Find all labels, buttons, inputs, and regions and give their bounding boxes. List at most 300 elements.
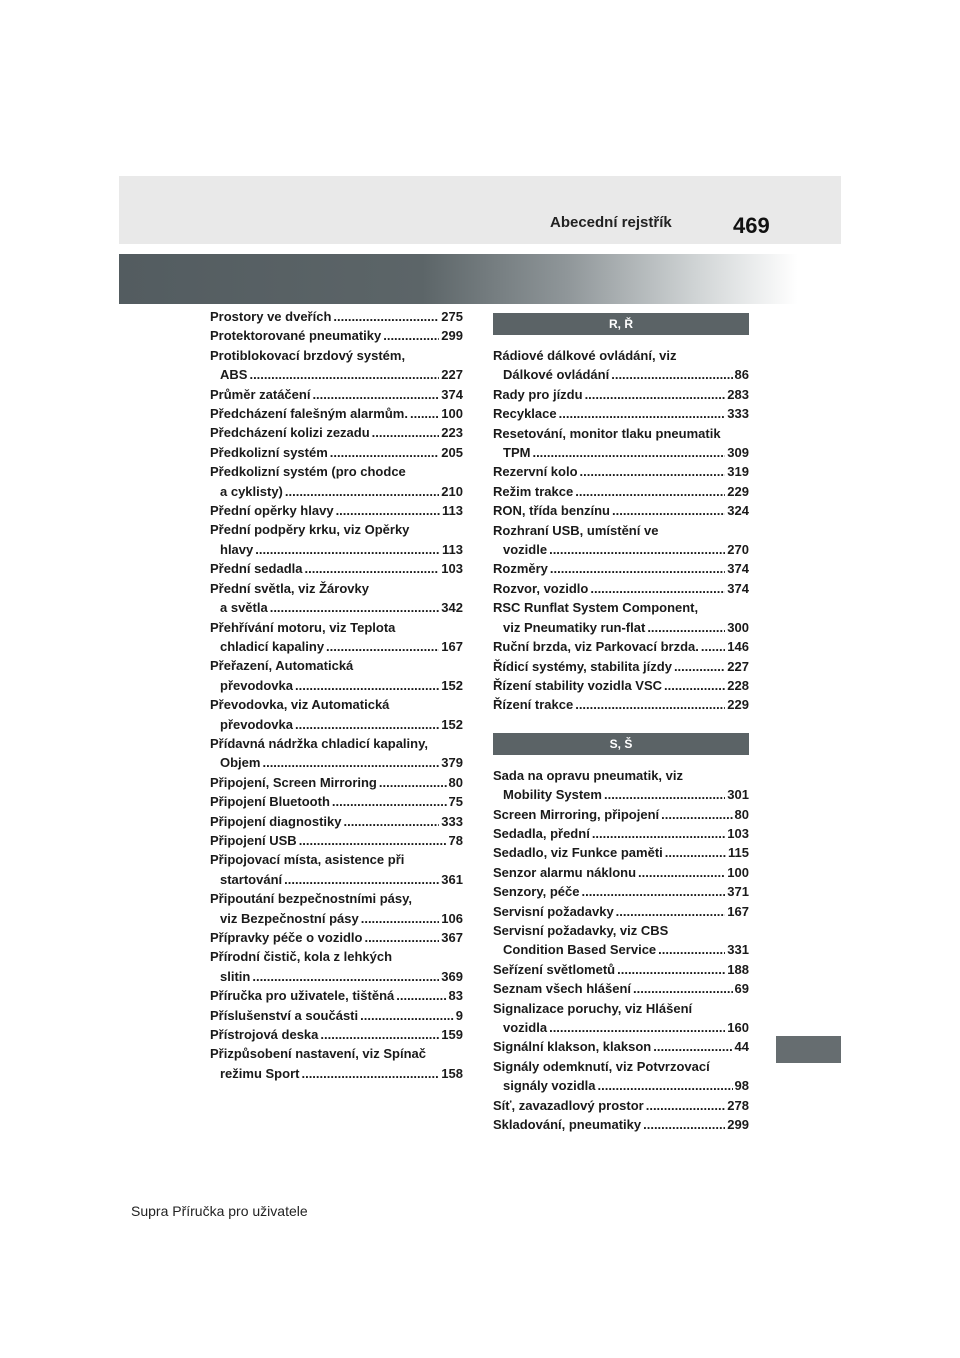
- dot-leader: [284, 870, 439, 889]
- index-entry: [210, 1044, 463, 1083]
- dot-leader: [333, 307, 439, 326]
- entry-continuation-line: [493, 940, 749, 959]
- dot-leader: [379, 773, 447, 792]
- index-entry: [493, 501, 749, 520]
- entry-line: [210, 831, 463, 850]
- entry-continuation-line: [493, 540, 749, 559]
- index-entry: [493, 657, 749, 676]
- entry-text: Rádiové dálkové ovládání, viz: [493, 348, 677, 363]
- index-entry: [210, 850, 463, 889]
- index-entry: [210, 520, 463, 559]
- entry-line: [493, 695, 749, 714]
- entry-continuation-line: [493, 1076, 749, 1095]
- dot-leader: [410, 404, 439, 423]
- entry-text: Příručka pro uživatele, tištěná: [210, 988, 395, 1004]
- entry-line: [210, 734, 463, 753]
- entry-continuation-line: [210, 753, 463, 772]
- entry-text: převodovka: [220, 677, 293, 693]
- index-column-left: [210, 307, 463, 1083]
- entry-text: Přizpůsobení nastavení, viz Spínač: [210, 1046, 427, 1062]
- entry-text: Resetování, monitor tlaku pneumatik: [493, 425, 721, 441]
- index-entry: [493, 1115, 749, 1134]
- entry-page-number: 283: [727, 386, 749, 402]
- index-entry: [493, 462, 749, 481]
- index-entry: [493, 404, 749, 423]
- entry-text: Průměr zatáčení: [210, 386, 311, 402]
- dot-leader: [616, 902, 726, 921]
- dot-leader: [336, 501, 440, 520]
- entry-page-number: 379: [441, 755, 463, 771]
- dot-leader: [658, 940, 725, 959]
- dot-leader: [361, 909, 440, 928]
- dot-leader: [611, 365, 732, 384]
- entry-line: [493, 501, 749, 520]
- entry-text: Rozvor, vozidlo: [493, 580, 589, 596]
- entry-text: vozidle: [503, 542, 548, 558]
- entry-page-number: 83: [448, 988, 463, 1004]
- entry-page-number: 78: [448, 832, 463, 848]
- entry-text: Signalizace poruchy, viz Hlášení: [493, 1000, 693, 1016]
- index-entry: [210, 656, 463, 695]
- entry-line: [493, 637, 749, 656]
- entry-page-number: 342: [441, 600, 463, 616]
- entry-line: [210, 1044, 463, 1063]
- index-entry: [493, 882, 749, 901]
- entry-line: [493, 424, 749, 443]
- dot-leader: [585, 385, 726, 404]
- entry-line: [210, 520, 463, 539]
- entry-line: [493, 676, 749, 695]
- entry-page-number: 371: [727, 884, 749, 900]
- entry-text: Mobility System: [503, 787, 602, 803]
- entry-page-number: 205: [441, 444, 463, 460]
- thumb-index-tab: [776, 1036, 841, 1063]
- index-entry: [210, 695, 463, 734]
- entry-text: Sada na opravu pneumatik, viz: [493, 767, 683, 783]
- entry-line: [493, 902, 749, 921]
- entry-page-number: 301: [727, 787, 749, 803]
- entry-line: [210, 618, 463, 637]
- dot-leader: [665, 843, 726, 862]
- entry-line: [210, 850, 463, 869]
- entry-line: [210, 1025, 463, 1044]
- index-entry: [210, 346, 463, 385]
- dot-leader: [364, 928, 439, 947]
- entry-line: [493, 559, 749, 578]
- entry-text: Rozměry: [493, 561, 548, 577]
- index-entry: [210, 559, 463, 578]
- entry-text: Přední světla, viz Žárovky: [210, 580, 369, 596]
- index-entry: [493, 676, 749, 695]
- dot-leader: [304, 559, 439, 578]
- entry-page-number: 44: [734, 1039, 749, 1055]
- entry-line: [210, 889, 463, 908]
- entry-continuation-line: [210, 909, 463, 928]
- entry-line: [493, 462, 749, 481]
- entry-page-number: 374: [727, 561, 749, 577]
- entry-line: [493, 385, 749, 404]
- dot-leader: [383, 326, 439, 345]
- entry-text: Přídavná nádržka chladicí kapaliny,: [210, 735, 428, 751]
- index-entry: [210, 734, 463, 773]
- dot-leader: [633, 979, 733, 998]
- entry-continuation-line: [493, 443, 749, 462]
- entry-page-number: 299: [441, 328, 463, 344]
- index-entry: [210, 831, 463, 850]
- index-entry: [210, 326, 463, 345]
- dot-leader: [270, 598, 440, 617]
- index-entry: [210, 307, 463, 326]
- dot-leader: [249, 365, 439, 384]
- index-entry: [493, 637, 749, 656]
- entry-text: Sedadla, přední: [493, 825, 590, 841]
- entry-text: Ruční brzda, viz Parkovací brzda.: [493, 639, 699, 655]
- entry-line: [493, 1057, 749, 1076]
- entry-page-number: 146: [727, 639, 749, 655]
- index-entry: [493, 921, 749, 960]
- entry-text: startování: [220, 871, 283, 887]
- index-entry: [493, 1057, 749, 1096]
- entry-page-number: 299: [727, 1117, 749, 1133]
- dot-leader: [255, 540, 440, 559]
- entry-continuation-line: [210, 967, 463, 986]
- index-entry: [493, 960, 749, 979]
- index-entry: [210, 812, 463, 831]
- entry-page-number: 98: [734, 1078, 749, 1094]
- entry-text: Sedadlo, viz Funkce paměti: [493, 845, 663, 861]
- entry-text: TPM: [503, 445, 531, 461]
- footer-text: Supra Příručka pro uživatele: [131, 1203, 308, 1219]
- index-entry: [493, 482, 749, 501]
- entry-line: [493, 1115, 749, 1134]
- dot-leader: [262, 753, 439, 772]
- index-entry: [493, 521, 749, 560]
- entry-text: Objem: [220, 755, 261, 771]
- entry-text: Přední podpěry krku, viz Opěrky: [210, 522, 410, 538]
- index-entry: [210, 1025, 463, 1044]
- entry-text: vozidla: [503, 1020, 548, 1035]
- dot-leader: [295, 715, 439, 734]
- entry-line: [493, 521, 749, 540]
- entry-page-number: 167: [727, 903, 749, 919]
- entry-line: [210, 656, 463, 675]
- entry-text: a světla: [220, 600, 268, 616]
- index-entry: [493, 598, 749, 637]
- dot-leader: [299, 831, 447, 850]
- entry-continuation-line: [210, 1064, 463, 1083]
- entry-text: a cyklisty): [220, 483, 283, 499]
- index-entry: [210, 462, 463, 501]
- entry-page-number: 229: [727, 483, 749, 499]
- entry-line: [210, 326, 463, 345]
- entry-text: Rozhraní USB, umístění ve: [493, 522, 659, 538]
- index-entry: [210, 986, 463, 1005]
- entry-line: [493, 979, 749, 998]
- entry-text: Protektorované pneumatiky: [210, 328, 382, 344]
- entry-text: Rezervní kolo: [493, 464, 578, 480]
- entry-line: [493, 921, 749, 940]
- dot-leader: [638, 863, 725, 882]
- entry-line: [210, 404, 463, 423]
- entry-text: Přeřazení, Automatická: [210, 658, 354, 674]
- entry-text: Signální klakson, klakson: [493, 1039, 652, 1055]
- dot-leader: [701, 637, 725, 656]
- entry-text: Připojení Bluetooth: [210, 794, 330, 810]
- dot-leader: [532, 443, 725, 462]
- dot-leader: [549, 540, 725, 559]
- entry-text: RSC Runflat System Component,: [493, 600, 699, 616]
- page-number: 469: [733, 213, 770, 238]
- index-entry: [210, 423, 463, 442]
- decorative-band: [119, 254, 841, 304]
- index-entry: [210, 947, 463, 986]
- entry-line: [210, 307, 463, 326]
- index-entry: [210, 889, 463, 928]
- letter-header-r: R, Ř: [493, 313, 749, 335]
- entry-line: [210, 443, 463, 462]
- s-entries: [493, 766, 749, 1135]
- dot-leader: [597, 1076, 732, 1095]
- dot-leader: [252, 967, 439, 986]
- entry-page-number: 369: [441, 968, 463, 984]
- entry-page-number: 270: [727, 542, 749, 558]
- dot-leader: [643, 1115, 725, 1134]
- index-entry: [493, 1037, 749, 1056]
- entry-line: [493, 863, 749, 882]
- entry-line: [493, 843, 749, 862]
- entry-page-number: 333: [441, 813, 463, 829]
- dot-leader: [330, 443, 440, 462]
- entry-line: [210, 462, 463, 481]
- entry-page-number: 103: [441, 561, 463, 577]
- entry-text: Síť, zavazadlový prostor: [493, 1097, 644, 1113]
- entry-page-number: 210: [441, 483, 463, 499]
- dot-leader: [326, 637, 439, 656]
- index-entry: [493, 902, 749, 921]
- entry-text: Připojení USB: [210, 832, 297, 848]
- dot-leader: [320, 1025, 439, 1044]
- index-entry: [210, 385, 463, 404]
- dot-leader: [295, 676, 439, 695]
- entry-page-number: 160: [727, 1020, 749, 1035]
- entry-text: Přírodní čistič, kola z lehkých: [210, 949, 393, 965]
- entry-page-number: 228: [727, 677, 749, 693]
- index-entry: [210, 404, 463, 423]
- entry-line: [210, 1006, 463, 1025]
- entry-line: [210, 812, 463, 831]
- entry-text: Přípravky péče o vozidlo: [210, 930, 363, 945]
- letter-header-s: S, Š: [493, 733, 749, 755]
- entry-text: Signály odemknutí, viz Potvrzovací: [493, 1058, 710, 1074]
- entry-page-number: 324: [727, 503, 749, 519]
- entry-line: [210, 579, 463, 598]
- entry-page-number: 309: [727, 445, 749, 461]
- index-entry: [210, 618, 463, 657]
- entry-text: Seznam všech hlášení: [493, 981, 632, 997]
- entry-text: Připojovací místa, asistence při: [210, 852, 405, 868]
- entry-page-number: 75: [448, 794, 463, 810]
- entry-page-number: 158: [441, 1065, 463, 1081]
- entry-line: [493, 1096, 749, 1115]
- dot-leader: [674, 657, 725, 676]
- entry-continuation-line: [493, 1018, 749, 1037]
- entry-text: Připojení, Screen Mirroring: [210, 774, 377, 790]
- entry-text: Připojení diagnostiky: [210, 813, 342, 829]
- index-entry: [493, 695, 749, 714]
- index-entry: [493, 843, 749, 862]
- dot-leader: [285, 482, 439, 501]
- entry-text: Předcházení falešným alarmům.: [210, 406, 408, 422]
- entry-line: [210, 928, 463, 947]
- entry-line: [493, 999, 749, 1018]
- index-entry: [493, 385, 749, 404]
- entry-text: Přehřívání motoru, viz Teplota: [210, 619, 396, 635]
- entry-text: Převodovka, viz Automatická: [210, 697, 390, 713]
- dot-leader: [647, 618, 725, 637]
- dot-leader: [312, 385, 439, 404]
- section-title: Abecední rejstřík: [550, 214, 672, 231]
- entry-line: [493, 805, 749, 824]
- entry-line: [493, 960, 749, 979]
- entry-page-number: 319: [727, 464, 749, 480]
- entry-text: Předcházení kolizi zezadu: [210, 425, 370, 441]
- entry-line: [210, 986, 463, 1005]
- dot-leader: [559, 404, 726, 423]
- entry-text: viz Pneumatiky run-flat: [503, 619, 646, 635]
- index-entry: [493, 579, 749, 598]
- dot-leader: [550, 559, 725, 578]
- dot-leader: [396, 986, 446, 1005]
- entry-continuation-line: [210, 598, 463, 617]
- dot-leader: [612, 501, 725, 520]
- entry-text: viz Bezpečnostní pásy: [220, 910, 359, 926]
- r-entries: [493, 346, 749, 715]
- entry-line: [210, 695, 463, 714]
- entry-page-number: 223: [441, 425, 463, 441]
- index-entry: [493, 766, 749, 805]
- index-column-right: [493, 307, 749, 1134]
- entry-text: Skladování, pneumatiky: [493, 1117, 642, 1133]
- entry-line: [210, 501, 463, 520]
- entry-text: Přední sedadla: [210, 561, 303, 577]
- dot-leader: [343, 812, 439, 831]
- entry-continuation-line: [210, 676, 463, 695]
- index-entry: [210, 928, 463, 947]
- entry-page-number: 227: [727, 658, 749, 674]
- entry-continuation-line: [210, 637, 463, 656]
- entry-page-number: 69: [734, 981, 749, 997]
- entry-line: [210, 947, 463, 966]
- dot-leader: [604, 785, 725, 804]
- entry-page-number: 333: [727, 406, 749, 422]
- entry-text: Předkolizní systém (pro chodce: [210, 464, 406, 480]
- entry-line: [493, 766, 749, 785]
- entry-continuation-line: [210, 715, 463, 734]
- entry-text: režimu Sport: [220, 1065, 300, 1081]
- entry-page-number: 159: [441, 1027, 463, 1043]
- index-entry: [210, 773, 463, 792]
- dot-leader: [575, 695, 725, 714]
- entry-continuation-line: [493, 365, 749, 384]
- entry-text: Režim trakce: [493, 483, 574, 499]
- index-entry: [493, 1096, 749, 1115]
- entry-text: Řídicí systémy, stabilita jízdy: [493, 658, 672, 674]
- entry-page-number: 188: [727, 961, 749, 977]
- entry-text: Condition Based Service: [503, 942, 657, 958]
- entry-line: [493, 657, 749, 676]
- dot-leader: [581, 882, 725, 901]
- entry-text: převodovka: [220, 716, 293, 732]
- entry-page-number: 100: [441, 406, 463, 422]
- entry-page-number: 113: [442, 541, 463, 557]
- dot-leader: [646, 1096, 726, 1115]
- index-entry: [493, 346, 749, 385]
- entry-page-number: 86: [734, 367, 749, 383]
- entry-line: [210, 792, 463, 811]
- entry-page-number: 227: [441, 367, 463, 383]
- entry-text: Přední opěrky hlavy: [210, 503, 334, 519]
- entry-continuation-line: [210, 870, 463, 889]
- entry-line: [210, 346, 463, 365]
- entry-page-number: 361: [441, 871, 463, 887]
- entry-text: Přístrojová deska: [210, 1027, 319, 1043]
- index-entry: [493, 424, 749, 463]
- index-entry: [493, 999, 749, 1038]
- entry-text: Připoutání bezpečnostními pásy,: [210, 891, 413, 907]
- entry-text: Dálkové ovládání: [503, 367, 610, 383]
- entry-continuation-line: [493, 785, 749, 804]
- entry-text: Řízení trakce: [493, 697, 574, 713]
- entry-page-number: 113: [442, 503, 463, 519]
- entry-page-number: 374: [727, 580, 749, 596]
- entry-page-number: 106: [441, 910, 463, 926]
- dot-leader: [664, 676, 725, 695]
- entry-text: slitin: [220, 968, 251, 984]
- entry-text: Recyklace: [493, 406, 557, 422]
- entry-page-number: 167: [441, 638, 463, 654]
- entry-text: RON, třída benzínu: [493, 503, 610, 519]
- index-entry: [493, 805, 749, 824]
- entry-text: Screen Mirroring, připojení: [493, 806, 660, 822]
- dot-leader: [575, 482, 725, 501]
- entry-page-number: 152: [441, 716, 463, 732]
- dot-leader: [653, 1037, 732, 1056]
- entry-line: [210, 773, 463, 792]
- entry-continuation-line: [493, 618, 749, 637]
- entry-text: Seřízení světlometů: [493, 961, 616, 977]
- index-entry: [493, 863, 749, 882]
- entry-text: chladicí kapaliny: [220, 638, 325, 654]
- entry-line: [493, 482, 749, 501]
- entry-page-number: 80: [734, 806, 749, 822]
- dot-leader: [549, 1018, 725, 1037]
- entry-continuation-line: [210, 482, 463, 501]
- index-entry: [493, 979, 749, 998]
- entry-text: Servisní požadavky, viz CBS: [493, 922, 669, 938]
- entry-text: Senzor alarmu náklonu: [493, 864, 637, 880]
- entry-text: Prostory ve dveřích: [210, 309, 332, 324]
- entry-page-number: 229: [727, 697, 749, 713]
- dot-leader: [301, 1064, 439, 1083]
- entry-text: Servisní požadavky: [493, 903, 614, 919]
- index-entry: [210, 443, 463, 462]
- index-entry: [210, 501, 463, 520]
- index-entry: [493, 559, 749, 578]
- entry-text: Příslušenství a součásti: [210, 1007, 359, 1023]
- entry-line: [493, 882, 749, 901]
- entry-text: hlavy: [220, 541, 254, 557]
- entry-line: [493, 346, 749, 365]
